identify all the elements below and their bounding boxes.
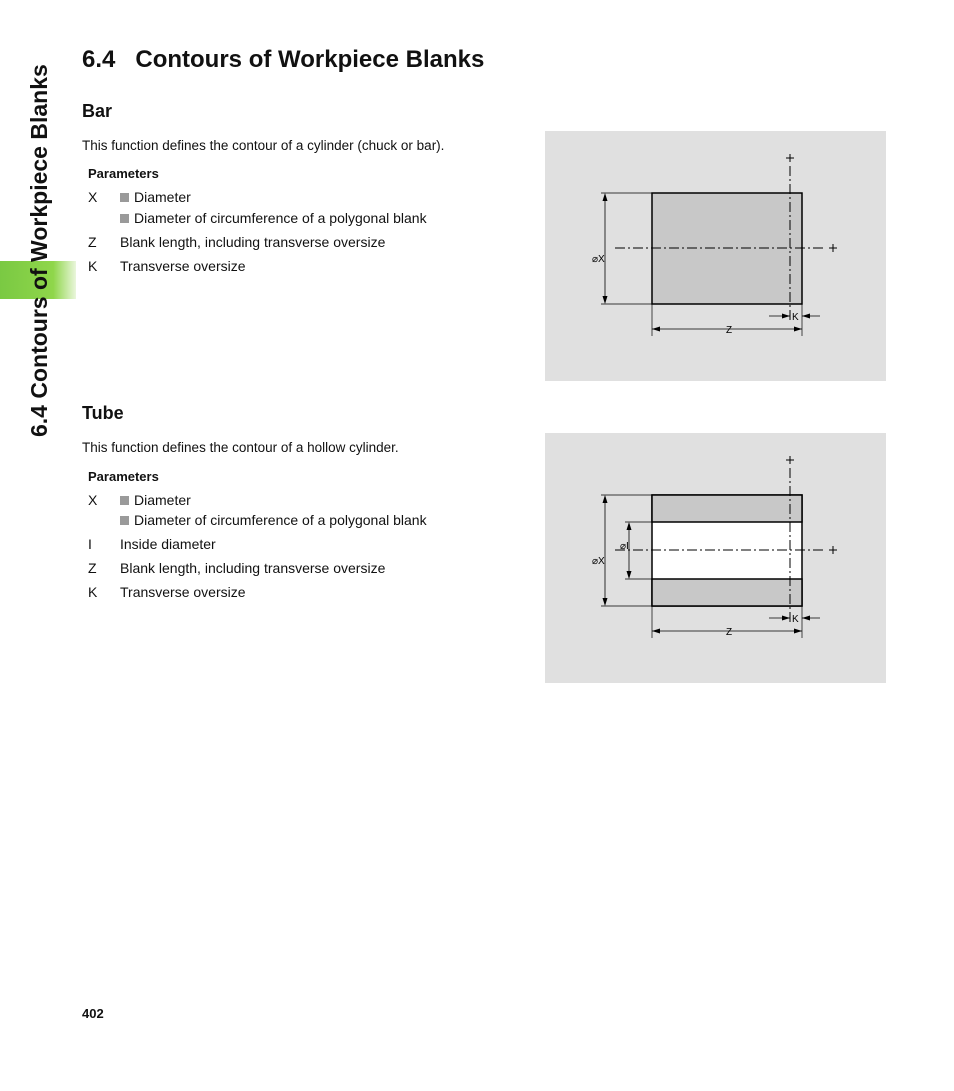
- bar-params-label: Parameters: [88, 166, 159, 181]
- bullet-square-icon: [120, 496, 129, 505]
- section-title: Contours of Workpiece Blanks: [135, 46, 485, 73]
- tube-param-x: [88, 492, 191, 508]
- param-text: Transverse oversize: [120, 258, 246, 274]
- param-text: Diameter of circumference of a polygonal blank: [134, 512, 427, 528]
- section-number: 6.4: [82, 46, 116, 73]
- param-key: Z: [88, 234, 97, 250]
- label-z: Z: [726, 325, 733, 336]
- label-k: K: [792, 614, 799, 625]
- param-text: Inside diameter: [120, 536, 216, 552]
- param-key: I: [88, 536, 92, 552]
- tube-wall-bottom: [652, 579, 802, 606]
- bar-param-k: [88, 258, 246, 274]
- bar-param-z: [88, 234, 385, 250]
- param-text: Transverse oversize: [120, 584, 246, 600]
- label-dia-i: ⌀I: [620, 541, 629, 552]
- param-key: K: [88, 584, 98, 600]
- bullet-square-icon: [120, 193, 129, 202]
- bullet-square-icon: [120, 214, 129, 223]
- param-text: Blank length, including transverse oversize: [120, 234, 386, 250]
- tube-wall-top: [652, 495, 802, 522]
- label-dia-x: ⌀X: [592, 556, 605, 567]
- param-key: K: [88, 258, 98, 274]
- bullet-square-icon: [120, 516, 129, 525]
- tube-param-z: [88, 560, 385, 576]
- bar-param-x: [88, 189, 191, 205]
- param-key: X: [88, 189, 98, 205]
- tube-params-label: Parameters: [88, 469, 159, 484]
- page-title: [82, 46, 484, 74]
- side-tab-title: 6.4 Contours of Workpiece Blanks: [26, 64, 52, 437]
- param-key: Z: [88, 560, 97, 576]
- tube-intro: This function defines the contour of a hollow cylinder.: [82, 440, 399, 455]
- side-tab-title-wrap: [24, 47, 54, 467]
- tube-figure: [545, 433, 886, 683]
- tube-param-k: [88, 584, 246, 600]
- bar-figure: [545, 131, 886, 381]
- param-text: Diameter: [134, 189, 191, 205]
- bar-intro: This function defines the contour of a cylinder (chuck or bar).: [82, 138, 445, 153]
- param-text: Diameter of circumference of a polygonal blank: [134, 210, 427, 226]
- bar-heading: Bar: [82, 101, 113, 121]
- label-k: K: [792, 312, 799, 323]
- tube-diagram: [545, 433, 886, 683]
- param-text: Diameter: [134, 492, 191, 508]
- label-dia-x: ⌀X: [592, 254, 605, 265]
- tube-heading: Tube: [82, 403, 124, 423]
- param-text: Blank length, including transverse oversize: [120, 560, 386, 576]
- tube-param-x-2: [88, 512, 427, 528]
- param-key: X: [88, 492, 98, 508]
- bar-diagram: [545, 131, 886, 381]
- page-number: 402: [82, 1006, 104, 1021]
- label-z: Z: [726, 627, 733, 638]
- tube-param-i: [88, 536, 216, 552]
- bar-param-x-2: [88, 210, 427, 226]
